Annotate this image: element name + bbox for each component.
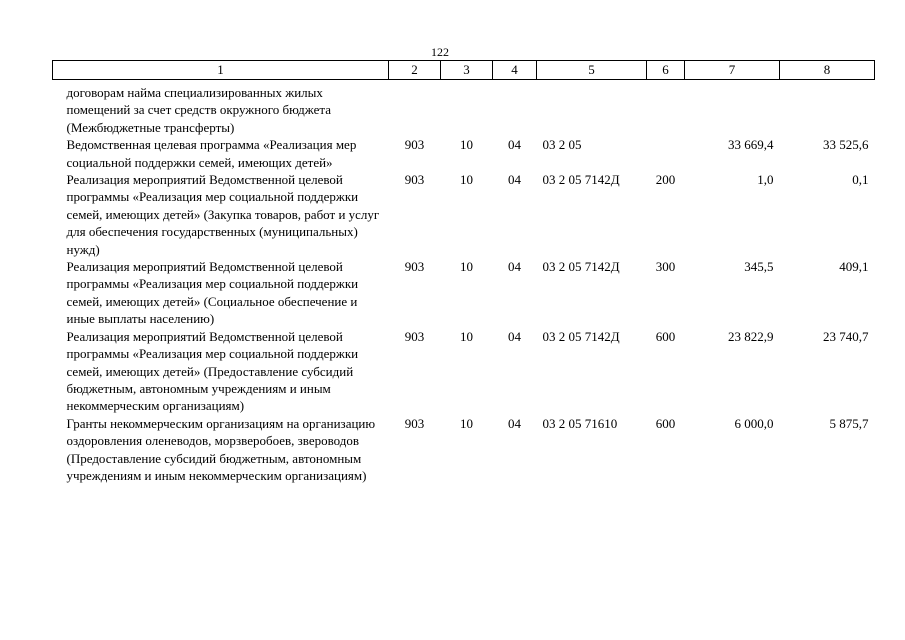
row-subsection: 04 [508,172,521,188]
row-name: Реализация мероприятий Ведомственной целевой программы «Реализация мер социальной поддержки семей, имеющих детей» (Предоставление субсидий бюджетным, автономным учреждениям и иным некоммерческим организациям) [66,328,359,414]
row-sum-year2: 0,1 [852,172,869,188]
column-header-5: 5 [537,61,647,80]
row-sum-year1: 1,0 [757,172,774,188]
row-target-article [537,80,647,137]
row-section: 10 [460,137,473,153]
column-header-7: 7 [685,61,780,80]
row-target-article: 03 2 05 7142Д [542,259,620,275]
row-section: 10 [460,415,473,431]
row-sum-year2: 5 875,7 [829,415,869,431]
column-header-8: 8 [780,61,875,80]
row-sum-year2: 23 740,7 [823,328,869,344]
column-header-2: 2 [389,61,441,80]
row-ministry: 903 [404,328,425,344]
row-expense-type [647,80,685,137]
table-header-row [53,61,875,80]
page-number: 122 [431,45,449,59]
row-sum-year2: 409,1 [839,259,869,275]
row-expense-type: 200 [655,172,676,188]
row-subsection [493,80,537,137]
row-ministry: 903 [404,415,425,431]
row-ministry [389,80,441,137]
row-name: Гранты некоммерческим организациям на организацию оздоровления оленеводов, морзверобоев, звероводов (Предоставление субсидий бюджетным, автономным учреждениям и иным некоммерческим организациям) [66,415,376,483]
row-name: Реализация мероприятий Ведомственной целевой программы «Реализация мер социальной поддержки семей, имеющих детей» (Закупка товаров, работ и услуг для обеспечения государственных (муниципальных) нужд) [66,172,380,257]
row-expense-type: 600 [655,328,676,344]
column-header-1: 1 [53,61,389,80]
row-sum-year1: 345,5 [744,259,774,275]
row-name: Ведомственная целевая программа «Реализация мер социальной поддержки семей, имеющих детей» [66,137,357,170]
row-sum-year1: 6 000,0 [734,415,774,431]
row-subsection: 04 [508,137,521,153]
row-name: договорам найма специализированных жилых помещений за счет средств окружного бюджета (Межбюджетные трансферты) [66,85,331,135]
row-target-article: 03 2 05 7142Д [542,172,620,188]
column-header-3: 3 [441,61,493,80]
row-section: 10 [460,328,473,344]
row-ministry: 903 [404,172,425,188]
row-subsection: 04 [508,328,521,344]
row-section [441,80,493,137]
column-header-4: 4 [493,61,537,80]
row-expense-type: 600 [655,415,676,431]
row-target-article: 03 2 05 [542,137,582,153]
row-sum-year1: 23 822,9 [728,328,774,344]
row-section: 10 [460,259,473,275]
row-target-article: 03 2 05 71610 [542,415,618,431]
row-section: 10 [460,172,473,188]
table-row [53,415,875,485]
row-ministry: 903 [404,259,425,275]
row-ministry: 903 [404,137,425,153]
budget-table [52,60,875,484]
column-header-6: 6 [647,61,685,80]
table-row [53,258,875,328]
row-subsection: 04 [508,259,521,275]
row-target-article: 03 2 05 7142Д [542,328,620,344]
row-expense-type: 300 [655,259,676,275]
row-subsection: 04 [508,415,521,431]
row-sum-year2 [780,80,875,137]
row-sum-year2: 33 525,6 [823,137,869,153]
row-expense-type [647,136,685,171]
table-row [53,171,875,258]
row-sum-year1: 33 669,4 [728,137,774,153]
table-row [53,328,875,415]
row-name: Реализация мероприятий Ведомственной целевой программы «Реализация мер социальной поддержки семей, имеющих детей» (Социальное обеспечение и иные выплаты населению) [66,259,359,327]
table-row [53,80,875,137]
table-row [53,136,875,171]
row-sum-year1 [685,80,780,137]
